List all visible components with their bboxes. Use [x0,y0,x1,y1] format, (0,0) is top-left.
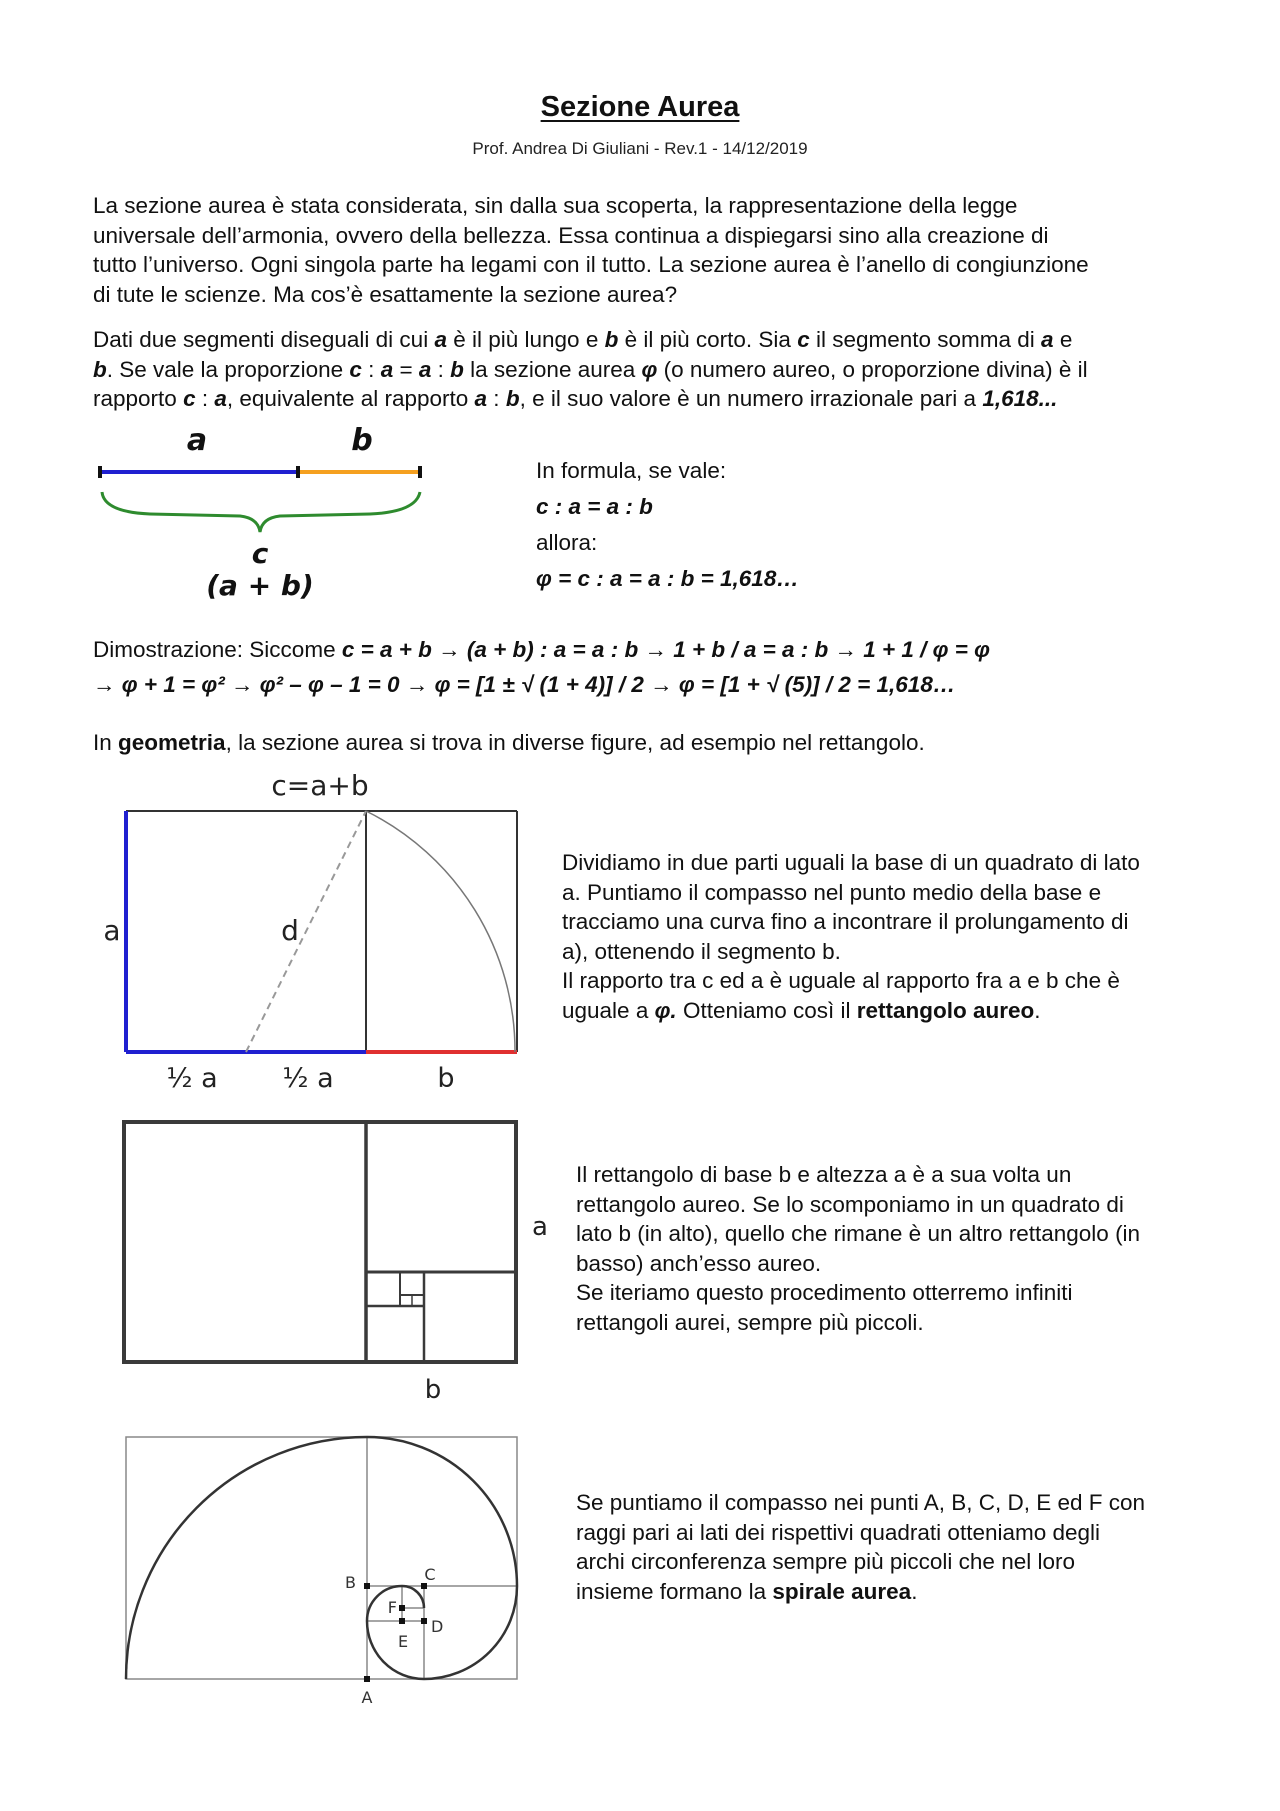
geometry-sentence: In geometria, la sezione aurea si trova in diverse figure, ad esempio nel rettangolo. [93,730,925,755]
figure1-description [562,848,1242,1025]
point-f [399,1605,405,1611]
tick-right [418,466,422,478]
svg-text:B: B [345,1573,356,1592]
label-b: b [351,423,373,458]
text-line: Se puntiamo il compasso nei punti A, B, C, D, E ed F con [576,1490,1146,1515]
tick-mid [296,466,300,478]
label-a: a [186,423,208,458]
text-line: lato b (in alto), quello che rimane è un altro rettangolo (in [576,1221,1141,1246]
formula-proportion: c : a = a : b [536,494,653,519]
intro-paragraph [93,191,1243,309]
label-sum: (a + b) [206,569,314,602]
intro-line: tutto l’universo. Ogni singola parte ha legami con il tutto. La sezione aurea è l’anello di congiunzione [93,252,1089,277]
svg-text:D: D [431,1617,444,1636]
label-a: a [532,1212,548,1242]
text-line: Se iteriamo questo procedimento otterremo infiniti [576,1280,1073,1305]
definition-line-2: b. Se vale la proporzione c : a = a : b la sezione aurea φ (o numero aureo, o proporzione divina) è il [93,356,1088,382]
svg-text:E: E [397,1632,409,1651]
intro-line: universale dell’armonia, ovvero della bellezza. Essa continua a dispiegarsi sino alla creazione di [93,222,1049,248]
definition-line-1: Dati due segmenti diseguali di cui a è il più lungo e b è il più corto. Sia c il segmento somma di a e [93,327,1073,352]
golden-rectangle-construction [90,762,530,1092]
diagonal-d [246,811,366,1052]
svg-text:C: C [424,1565,436,1584]
page-subtitle: Prof. Andrea Di Giuliani - Rev.1 - 14/12/2019 [472,139,808,158]
text-line: Il rapporto tra c ed a è uguale al rapporto fra a e b che è [562,968,1120,993]
label-c: c [251,537,269,570]
page-title [0,90,1280,124]
text-line: Dividiamo in due parti uguali la base di un quadrato di lato [562,850,1140,875]
formula-result: φ = c : a = a : b = 1,618… [536,566,799,591]
demonstration [93,632,990,702]
text-line: a), ottenendo il segmento b. [562,938,841,964]
demonstration-line-2: → φ + 1 = φ² → φ² – φ – 1 = 0 → φ = [1 ± √ (1 + 4)] / 2 → φ = [1 + √ (5)] / 2 = 1,618… [93,672,956,697]
text-line: raggi pari ai lati dei rispettivi quadrati otteniamo degli [576,1519,1101,1545]
figure3-description [576,1488,1256,1606]
arc [366,811,515,1052]
text-line: archi circonferenza sempre più piccoli che nel loro [576,1549,1075,1574]
text-line: rettangolo aureo. Se lo scomponiamo in un quadrato di [576,1191,1124,1217]
intro-line: La sezione aurea è stata considerata, sin dalla sua scoperta, la rappresentazione della legge [93,193,1018,218]
formula-intro: In formula, se vale: [536,458,727,483]
text-line: Il rettangolo di base b e altezza a è a sua volta un [576,1162,1072,1187]
svg-text:A: A [361,1688,373,1707]
tick-left [98,466,102,478]
nested-golden-rectangles [100,1100,560,1420]
point-b [364,1583,370,1589]
demonstration-line-1: Dimostrazione: Siccome c = a + b → (a + b) : a = a : b → 1 + b / a = a : b → 1 + 1 / φ = φ [93,637,990,662]
text-line: tracciamo una curva fino a incontrare il prolungamento di [562,909,1129,934]
point-e [399,1618,405,1624]
label-half-a-1: ½ a [166,1063,218,1092]
spiral-curve [126,1437,517,1679]
point-d [421,1618,427,1624]
title-text: Sezione Aurea [540,91,740,123]
intro-line: di tute le scienze. Ma cos’è esattamente la sezione aurea? [93,281,678,307]
point-a [364,1676,370,1682]
text-line: a. Puntiamo il compasso nel punto medio della base e [562,879,1102,905]
label-a: a [103,914,121,947]
text-line: insieme formano la spirale aurea. [576,1578,918,1604]
formula-then: allora: [536,530,598,555]
text-line: basso) anch’esso aureo. [576,1250,822,1276]
brace-c [102,492,420,532]
segment-diagram [90,420,440,610]
figure2-description [576,1160,1236,1337]
golden-spiral [100,1425,530,1725]
definition-paragraph [93,325,1243,414]
label-d: d [281,914,299,947]
svg-text:F: F [387,1598,397,1617]
label-b: b [437,1063,455,1092]
label-c-sum: c=a+b [271,769,369,802]
formula-block [536,453,799,597]
label-b: b [424,1375,442,1405]
definition-line-3: rapporto c : a, equivalente al rapporto a : b, e il suo valore è un numero irrazionale pari a 1,618... [93,386,1058,411]
label-half-a-2: ½ a [282,1063,334,1092]
text-line: uguale a φ. Otteniamo così il rettangolo aureo. [562,997,1041,1023]
text-line: rettangoli aurei, sempre più piccoli. [576,1309,924,1335]
